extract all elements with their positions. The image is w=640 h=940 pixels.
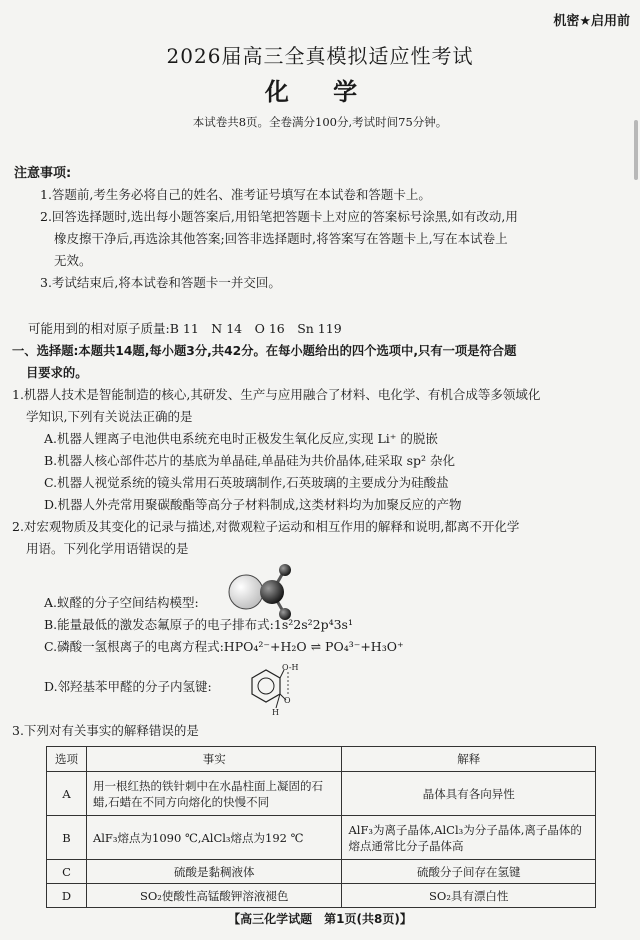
- header-option: 选项: [47, 747, 87, 772]
- exam-intro: 本试卷共8页。全卷满分100分,考试时间75分钟。: [192, 115, 448, 129]
- q1-option-d: D.机器人外壳常用聚碳酸酯等高分子材料制成,这类材料均为加聚反应的产物: [44, 497, 462, 512]
- table-row: [47, 884, 596, 908]
- cell-explanation: AlF₃为离子晶体,AlCl₃为分子晶体,离子晶体的熔点通常比分子晶体高: [342, 816, 596, 860]
- table-row: [47, 816, 596, 860]
- header-explanation: 解释: [342, 747, 596, 772]
- cell-explanation: 晶体具有各向异性: [342, 772, 596, 816]
- section-heading-cont: 目要求的。: [26, 366, 88, 380]
- q1-option-a: A.机器人锂离子电池供电系统充电时正极发生氧化反应,实现 Li⁺ 的脱嵌: [44, 431, 438, 446]
- notice-item-3: 3.考试结束后,将本试卷和答题卡一并交回。: [40, 275, 281, 290]
- notice-item-1: 1.答题前,考生务必将自己的姓名、准考证号填写在本试卷和答题卡上。: [40, 187, 431, 202]
- exam-title: 2026届高三全真模拟适应性考试: [166, 44, 474, 68]
- q1-stem: 1.机器人技术是智能制造的核心,其研发、生产与应用融合了材料、电化学、有机合成等多领域化: [12, 387, 541, 402]
- q2-option-c: C.磷酸一氢根离子的电离方程式:HPO₄²⁻+H₂O ⇌ PO₄³⁻+H₃O⁺: [44, 639, 404, 654]
- confidential-label: 机密★启用前: [553, 14, 630, 29]
- q3-stem: 3.下列对有关事实的解释错误的是: [12, 723, 199, 738]
- svg-text:O-H: O-H: [282, 663, 299, 672]
- cell-option: A: [47, 772, 87, 816]
- notice-item-2-end: 无效。: [54, 253, 92, 268]
- cell-fact: AlF₃熔点为1090 ℃,AlCl₃熔点为192 ℃: [86, 816, 342, 860]
- q2-option-a: A.蚁醛的分子空间结构模型:: [44, 595, 199, 610]
- page-footer: 【高三化学试题 第1页(共8页)】: [228, 912, 412, 926]
- notice-title: 注意事项:: [14, 166, 72, 181]
- q1-option-c: C.机器人视觉系统的镜头常用石英玻璃制作,石英玻璃的主要成分为硅酸盐: [44, 475, 449, 490]
- q1-stem-cont: 学知识,下列有关说法正确的是: [26, 409, 193, 424]
- notice-item-2: 2.回答选择题时,选出每小题答案后,用铅笔把答题卡上对应的答案标号涂黑,如有改动,用: [40, 209, 518, 224]
- svg-text:O: O: [284, 696, 291, 705]
- cell-fact: 硫酸是黏稠液体: [86, 860, 342, 884]
- atomic-masses: 可能用到的相对原子质量:B 11 N 14 O 16 Sn 119: [28, 321, 342, 336]
- cell-fact: SO₂使酸性高锰酸钾溶液褪色: [86, 884, 342, 908]
- cell-option: D: [47, 884, 87, 908]
- cell-explanation: SO₂具有漂白性: [342, 884, 596, 908]
- q3-table: [46, 746, 596, 908]
- header-fact: 事实: [86, 747, 342, 772]
- cell-explanation: 硫酸分子间存在氢键: [342, 860, 596, 884]
- cell-option: C: [47, 860, 87, 884]
- table-header-row: [47, 747, 596, 772]
- formaldehyde-ball-model: [222, 562, 306, 618]
- table-row: [47, 772, 596, 816]
- salicylaldehyde-structure: [236, 660, 299, 717]
- section-heading: 一、选择题:本题共14题,每小题3分,共42分。在每小题给出的四个选项中,只有一项是符合题: [12, 344, 517, 358]
- q2-stem-cont: 用语。下列化学用语错误的是: [26, 541, 189, 556]
- cell-fact: 用一根红热的铁针刺中在水晶柱面上凝固的石蜡,石蜡在不同方向熔化的快慢不同: [86, 772, 342, 816]
- q2-option-d: D.邻羟基苯甲醛的分子内氢键:: [44, 679, 212, 694]
- q2-stem: 2.对宏观物质及其变化的记录与描述,对微观粒子运动和相互作用的解释和说明,都离不开化学: [12, 519, 520, 534]
- cell-option: B: [47, 816, 87, 860]
- scrollbar-thumb[interactable]: [634, 120, 638, 180]
- q2-option-b: B.能量最低的激发态氟原子的电子排布式:1s²2s²2p⁴3s¹: [44, 617, 353, 632]
- svg-text:H: H: [272, 708, 279, 717]
- table-row: [47, 860, 596, 884]
- notice-item-2-cont: 橡皮擦干净后,再选涂其他答案;回答非选择题时,将答案写在答题卡上,写在本试卷上: [54, 231, 508, 246]
- q1-option-b: B.机器人核心部件芯片的基底为单晶硅,单晶硅为共价晶体,硅采取 sp² 杂化: [44, 453, 455, 468]
- subject-title: 化 学: [264, 78, 376, 106]
